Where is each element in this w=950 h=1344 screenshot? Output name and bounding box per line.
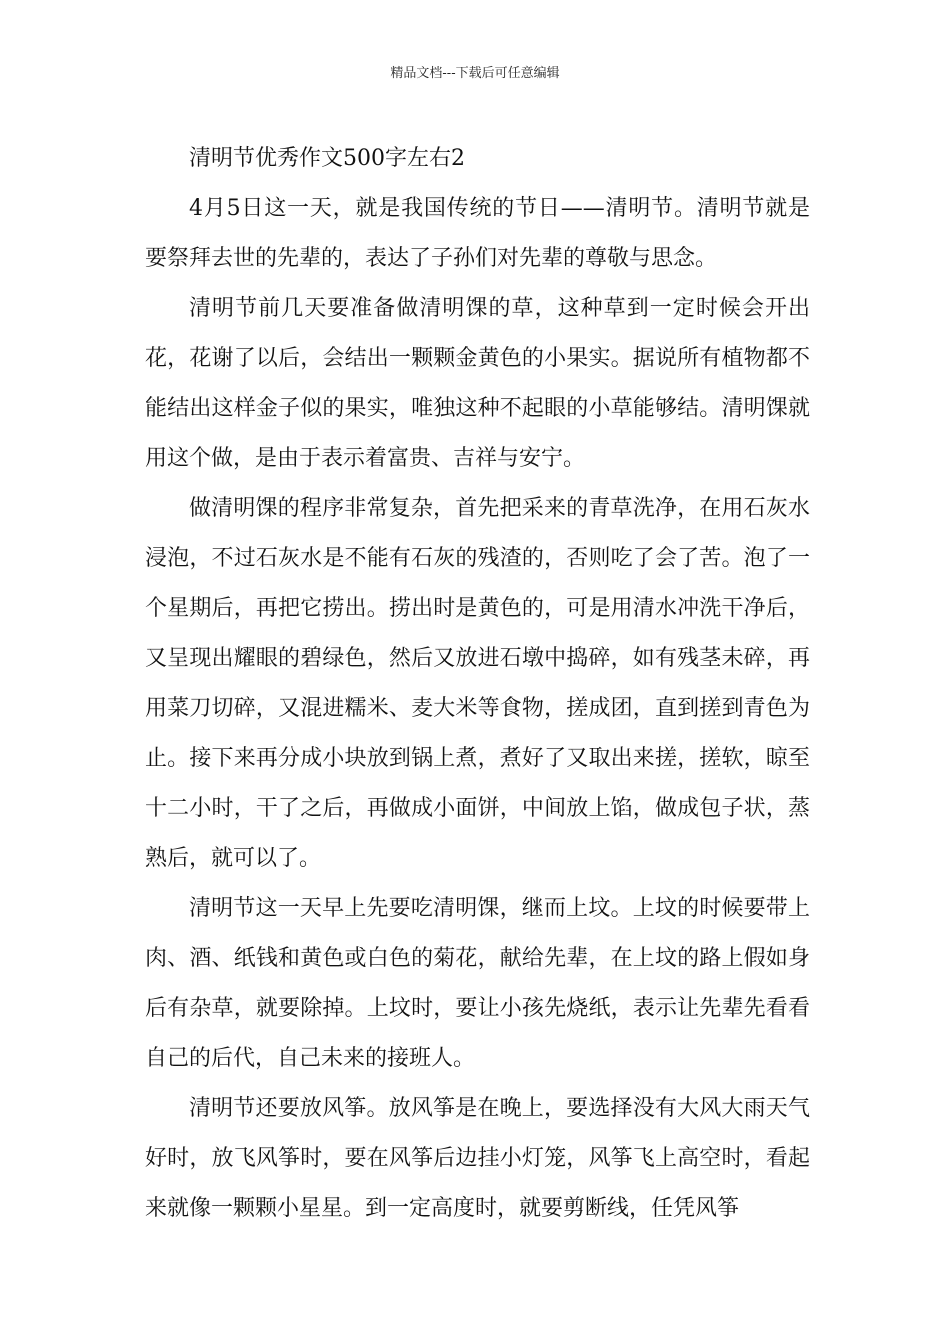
document-title: 清明节优秀作文500字左右2 [189,146,465,171]
paragraph-4: 清明节这一天早上先要吃清明馃，继而上坟。上坟的时候要带上肉、酒、纸钱和黄色或白色的菊花，献给先辈，在上坟的路上假如身后有杂草，就要除掉。上坟时，要让小孩先烧纸，表示让先辈先看看自己的后代，自己未来的接班人。 [145,896,810,1071]
paragraph-2: 清明节前几天要准备做清明馃的草，这种草到一定时候会开出花，花谢了以后，会结出一颗颗金黄色的小果实。据说所有植物都不能结出这样金子似的果实，唯独这种不起眼的小草能够结。清明馃就用这个做，是由于表示着富贵、吉祥与安宁。 [145,296,810,471]
paragraph-5: 清明节还要放风筝。放风筝是在晚上，要选择没有大风大雨天气好时，放飞风筝时，要在风筝后边挂小灯笼，风筝飞上高空时，看起来就像一颗颗小星星。到一定高度时，就要剪断线，任凭风筝 [145,1096,810,1221]
paragraph-3: 做清明馃的程序非常复杂，首先把采来的青草洗净，在用石灰水浸泡，不过石灰水是不能有石灰的残渣的，否则吃了会了苦。泡了一个星期后，再把它捞出。捞出时是黄色的，可是用清水冲洗干净后，又呈现出耀眼的碧绿色，然后又放进石墩中捣碎，如有残茎未碎，再用菜刀切碎，又混进糯米、麦大米等食物，搓成团，直到搓到青色为止。接下来再分成小块放到锅上煮，煮好了又取出来搓，搓软，晾至十二小时，干了之后，再做成小面饼，中间放上馅，做成包子状，蒸熟后，就可以了。 [145,496,810,871]
document-body [145,134,810,1234]
page-header: 精品文档---下载后可任意编辑 [390,66,560,81]
paragraph-1: 4月5日这一天，就是我国传统的节日——清明节。清明节就是要祭拜去世的先辈的，表达了子孙们对先辈的尊敬与思念。 [145,196,810,271]
